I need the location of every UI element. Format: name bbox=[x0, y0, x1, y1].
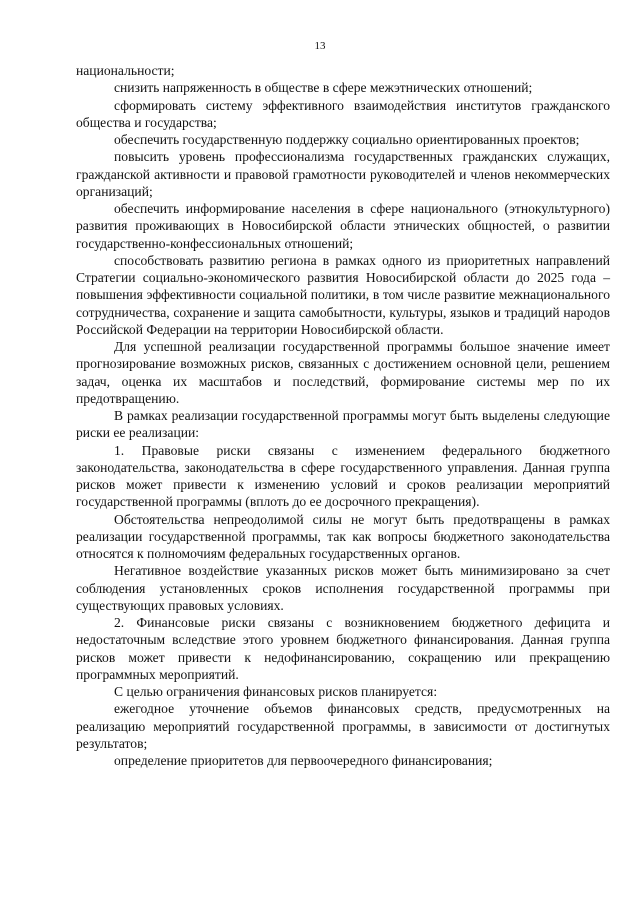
paragraph: национальности; bbox=[76, 63, 175, 78]
paragraph: ежегодное уточнение объемов финансовых средств, предусмотренных на реализацию мероприятий государственной программы, в зависимости от достигнутых результатов; bbox=[76, 701, 610, 751]
paragraph: 2. Финансовые риски связаны с возникновением бюджетного дефицита и недостаточным вследствие этого уровнем бюджетного финансирования. Данная группа рисков может привести к недофинансированию, сокращению или прекращению программных мероприятий. bbox=[76, 615, 610, 682]
paragraph: Негативное воздействие указанных рисков может быть минимизировано за счет соблюдения установленных сроков исполнения государственной программы при существующих правовых условиях. bbox=[76, 563, 610, 613]
paragraph: определение приоритетов для первоочередного финансирования; bbox=[114, 753, 493, 768]
paragraph: способствовать развитию региона в рамках одного из приоритетных направлений Стратегии социально-экономического развития Новосибирской области до 2025 года – повышения эффективности социальной политики, в том числе развитие межнационального сотрудничества, сохранение и защита самобытности, культуры, языков и традиций народов Российской Федерации на территории Новосибирской области. bbox=[76, 252, 610, 337]
paragraph: 1. Правовые риски связаны с изменением федерального бюджетного законодательства, законодательства в сфере государственного управления. Данная группа рисков может привести к изменению условий и сроков реализации мероприятий государственной программы (вплоть до ее досрочного прекращения). bbox=[76, 442, 610, 510]
paragraph: обеспечить информирование населения в сфере национального (этнокультурного) развития проживающих в Новосибирской области этнических общностей, о развитии государственно-конфессиональных отношений; bbox=[76, 201, 610, 251]
paragraph: снизить напряженность в обществе в сфере межэтнических отношений; bbox=[114, 80, 533, 96]
paragraph: сформировать систему эффективного взаимодействия институтов гражданского общества и государства; bbox=[76, 97, 610, 130]
paragraph: Для успешной реализации государственной программы большое значение имеет прогнозирование возможных рисков, связанных с достижением основной цели, решением задач, оценка их масштабов и последствий, формирование системы мер по их предотвращению. bbox=[76, 339, 610, 406]
paragraph: обеспечить государственную поддержку социально ориентированных проектов; bbox=[114, 132, 580, 147]
paragraph: В рамках реализации государственной программы могут быть выделены следующие риски ее реализации: bbox=[76, 408, 610, 441]
paragraph: С целью ограничения финансовых рисков планируется: bbox=[114, 684, 438, 699]
page-number: 13 bbox=[314, 40, 326, 52]
document-body bbox=[76, 62, 610, 769]
paragraph: Обстоятельства непреодолимой силы не могут быть предотвращены в рамках реализации государственной программы, так как вопросы бюджетного законодательства относятся к полномочиям федеральных государственных органов. bbox=[76, 511, 610, 561]
paragraph: повысить уровень профессионализма государственных гражданских служащих, гражданской активности и правовой грамотности руководителей и членов некоммерческих организаций; bbox=[76, 149, 610, 199]
